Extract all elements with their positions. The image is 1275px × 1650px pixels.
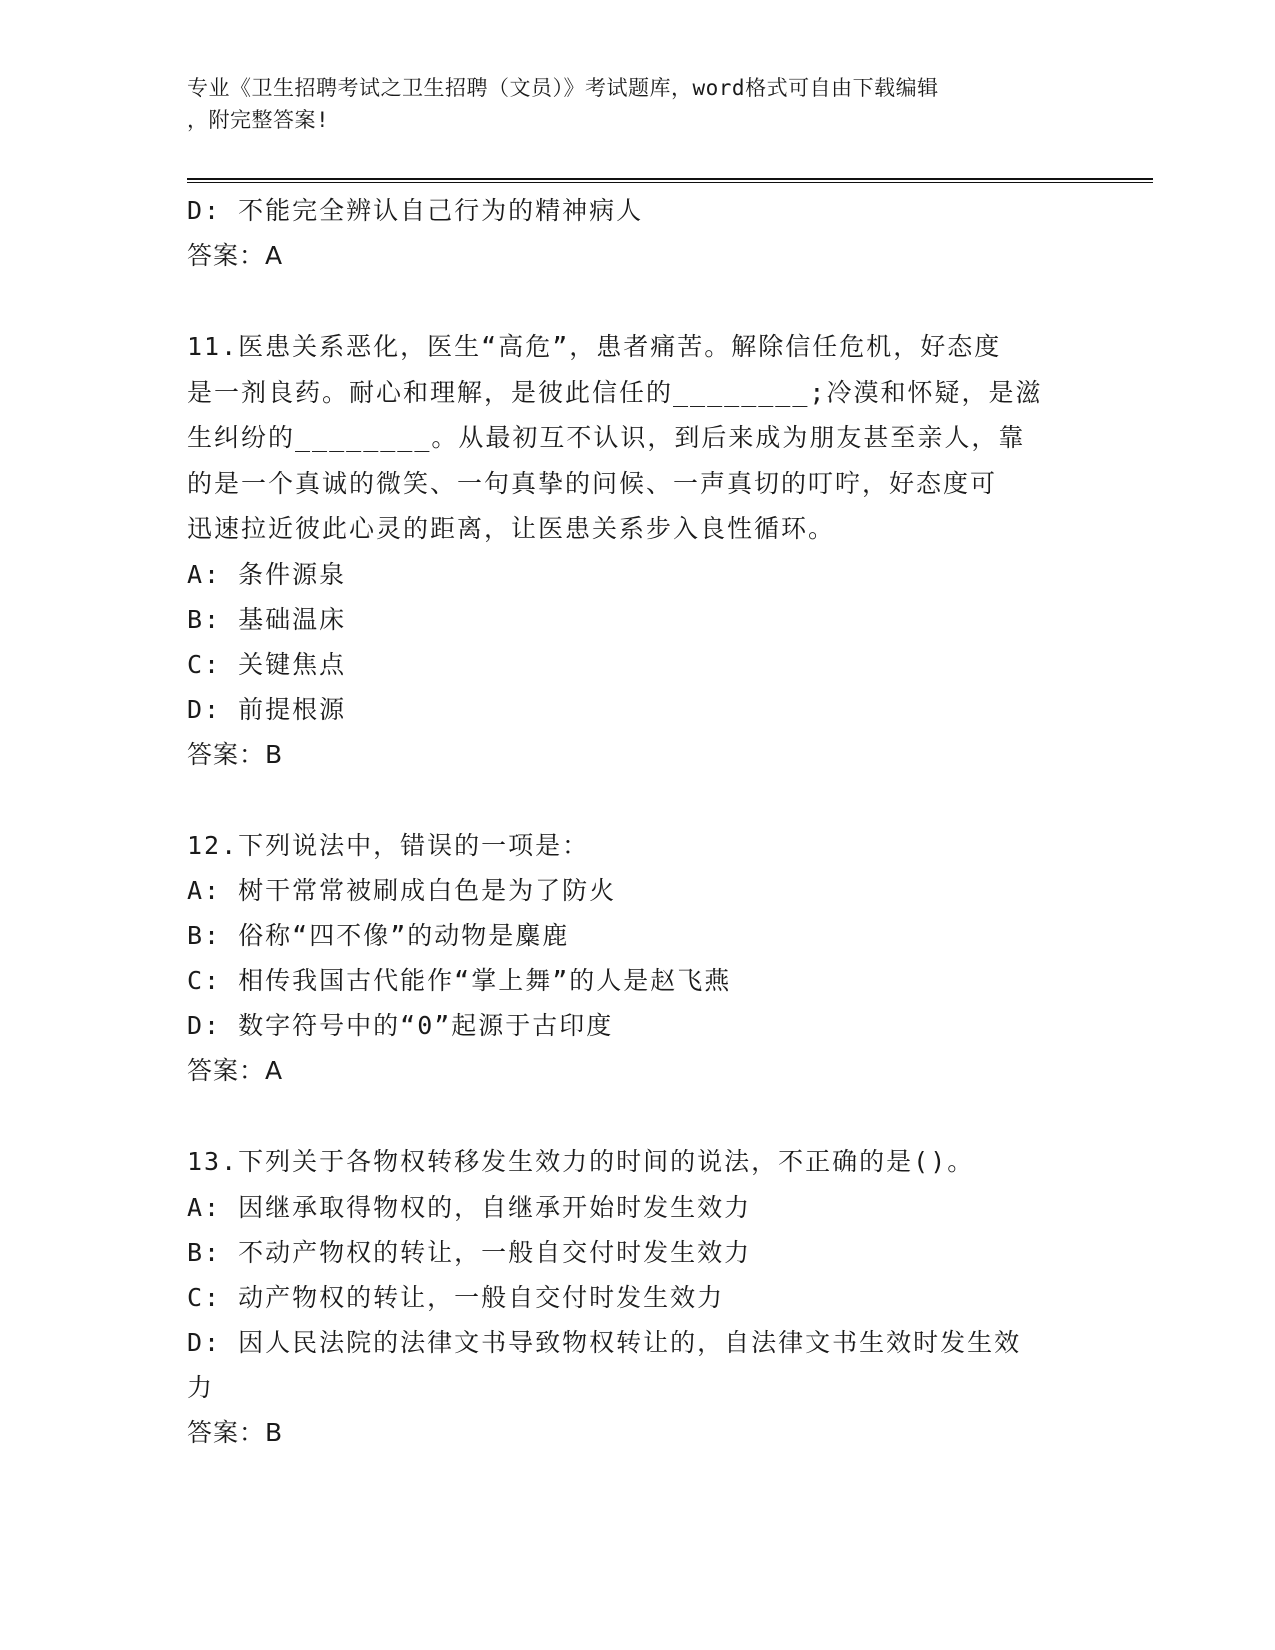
answer-line: 答案：B <box>187 1417 284 1447</box>
header-line-2: ，附完整答案! <box>187 108 330 132</box>
question-list <box>187 188 1087 1455</box>
option-d: D: 不能完全辨认自己行为的精神病人 <box>187 196 644 225</box>
header-divider <box>187 178 1153 183</box>
question-stem: 的是一个真诚的微笑、一句真挚的问候、一声真切的叮咛，好态度可 <box>187 468 998 498</box>
option-c: C: 相传我国古代能作“掌上舞”的人是赵飞燕 <box>187 966 732 995</box>
option-c: C: 动产物权的转让，一般自交付时发生效力 <box>187 1282 725 1312</box>
question-stem: 是一剂良药。耐心和理解，是彼此信任的________;冷漠和怀疑，是滋 <box>187 377 1043 407</box>
option-d: D: 数字符号中的“0”起源于古印度 <box>187 1011 614 1040</box>
option-a: A: 树干常常被刷成白色是为了防火 <box>187 876 617 905</box>
question-stem: 11.医患关系恶化，医生“高危”，患者痛苦。解除信任危机，好态度 <box>187 332 1002 361</box>
question-13 <box>187 1139 1087 1455</box>
question-stem: 生纠纷的________。从最初互不认识，到后来成为朋友甚至亲人，靠 <box>187 423 1026 452</box>
option-d: D: 因人民法院的法律文书导致物权转让的，自法律文书生效时发生效 <box>187 1327 1022 1357</box>
question-11 <box>187 324 1087 777</box>
question-stem: 12.下列说法中，错误的一项是： <box>187 830 590 860</box>
carryover-block <box>187 188 1087 278</box>
page-header <box>187 72 1067 136</box>
option-d-continuation: 力 <box>187 1372 215 1402</box>
option-a: A: 条件源泉 <box>187 559 347 589</box>
option-b: B: 不动产物权的转让，一般自交付时发生效力 <box>187 1237 752 1267</box>
option-a: A: 因继承取得物权的，自继承开始时发生效力 <box>187 1192 752 1222</box>
option-b: B: 俗称“四不像”的动物是麋鹿 <box>187 921 570 950</box>
question-12 <box>187 823 1087 1094</box>
answer-line: 答案：B <box>187 739 284 769</box>
option-c: C: 关键焦点 <box>187 649 347 679</box>
question-stem: 迅速拉近彼此心灵的距离，让医患关系步入良性循环。 <box>187 514 836 543</box>
answer-line: 答案：A <box>187 1056 284 1085</box>
option-d: D: 前提根源 <box>187 694 347 724</box>
header-line-1: 专业《卫生招聘考试之卫生招聘（文员）》考试题库，word格式可自由下载编辑 <box>187 76 939 100</box>
question-stem: 13.下列关于各物权转移发生效力的时间的说法，不正确的是()。 <box>187 1147 975 1176</box>
answer-line: 答案：A <box>187 241 284 270</box>
option-b: B: 基础温床 <box>187 604 347 634</box>
